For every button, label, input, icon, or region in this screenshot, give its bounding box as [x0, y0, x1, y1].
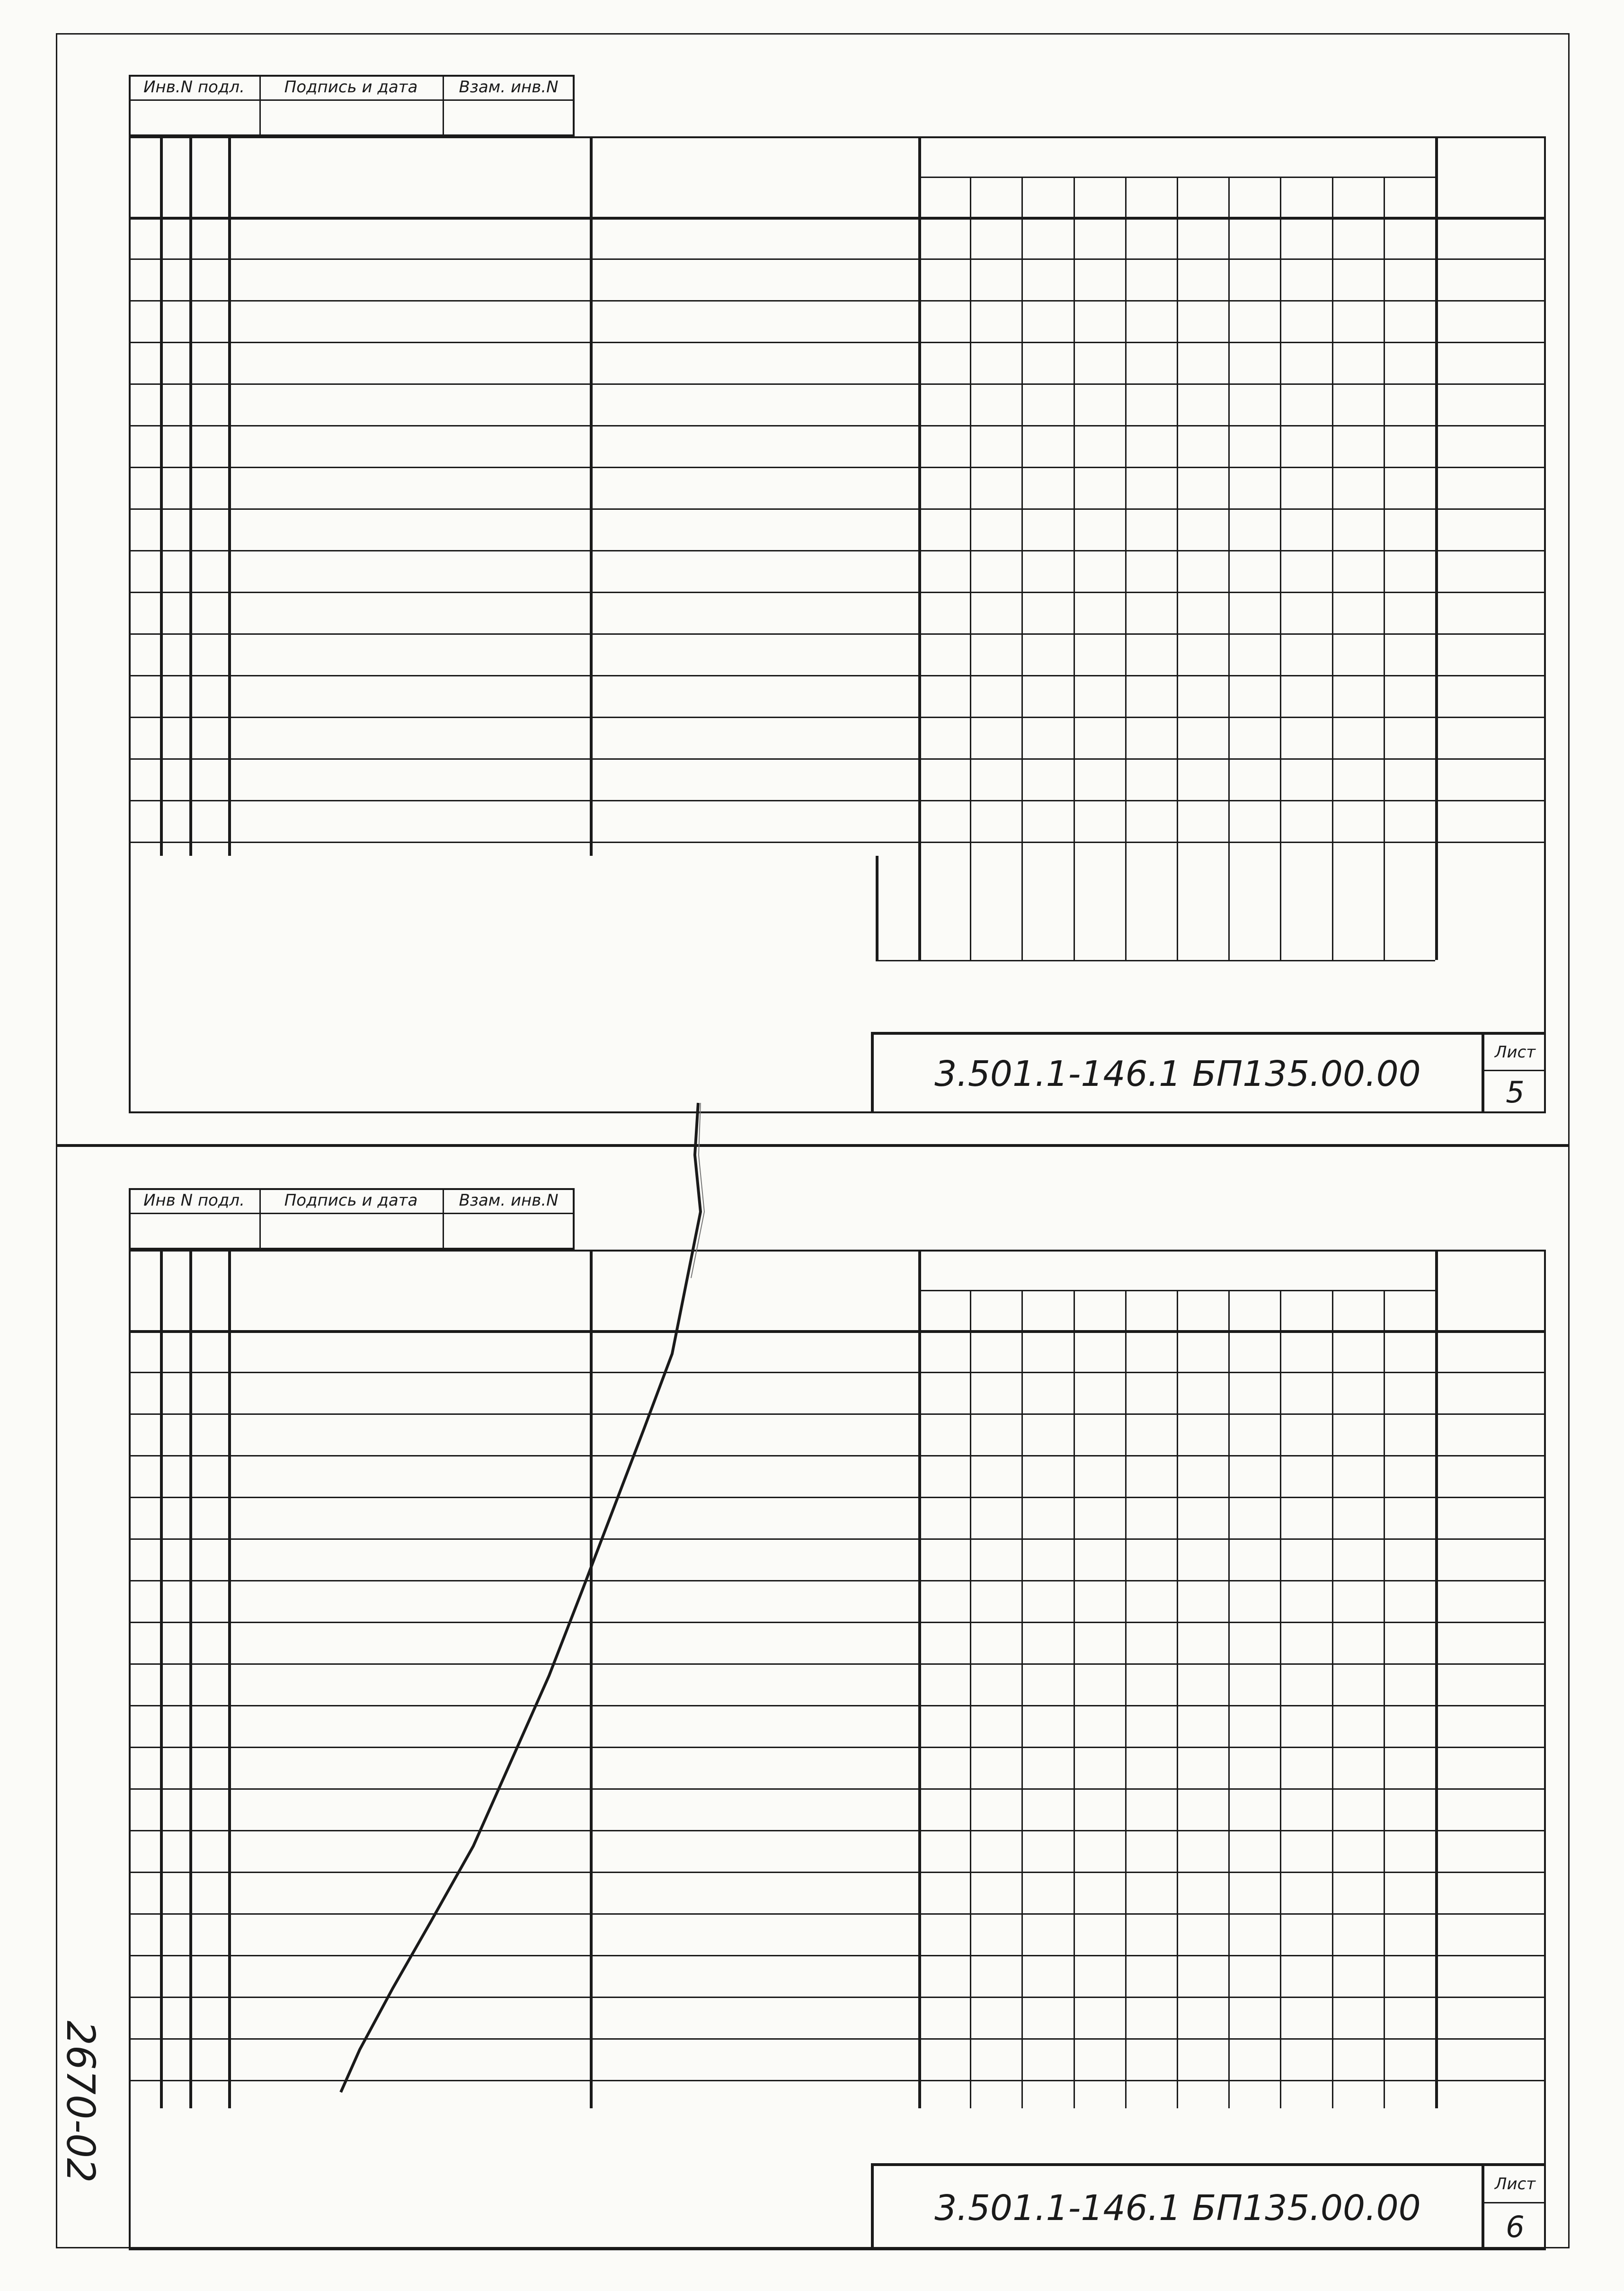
stamp-vzam-inv: Взам. инв.N: [459, 78, 559, 97]
title-code: 3.501.1-146.1 БП135.00.00: [934, 1054, 1421, 1094]
sheet-label: Лист: [1494, 2175, 1536, 2193]
title-code: 3.501.1-146.1 БП135.00.00: [934, 2188, 1421, 2229]
sheet-number: 5: [1506, 1075, 1525, 1110]
stamp-signature-date: Подпись и дата: [284, 1191, 418, 1210]
stamp-signature-date: Подпись и дата: [284, 78, 418, 97]
stamp-vzam-inv: Взам. инв.N: [459, 1191, 559, 1210]
sheet-label: Лист: [1494, 1043, 1536, 1062]
sheet-number: 6: [1506, 2210, 1525, 2244]
stamp-inv-podl: Инв N подл.: [143, 1191, 245, 1210]
stamp-inv-podl: Инв.N подл.: [143, 78, 245, 97]
archive-number: 2670-02: [58, 2020, 103, 2183]
